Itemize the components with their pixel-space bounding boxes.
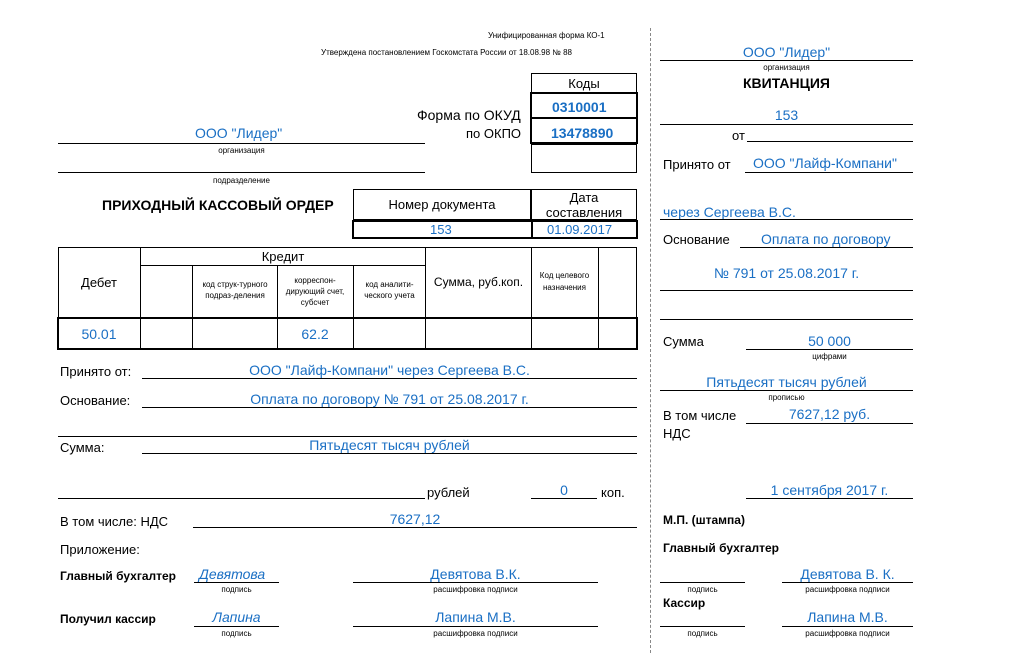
chief-sign: Девятова <box>199 566 266 582</box>
cut-line <box>650 28 651 653</box>
doc-number: 153 <box>430 222 452 237</box>
purpose-header: Код целевого назначения <box>539 271 590 292</box>
form-name: Унифицированная форма КО-1 <box>488 31 605 40</box>
okud-value: 0310001 <box>552 99 607 115</box>
receipt-received-value: ООО "Лайф-Компани" <box>753 155 897 171</box>
receipt-incl-value: 7627,12 руб. <box>788 406 871 422</box>
kop-label: коп. <box>601 485 625 500</box>
receipt-incl-label: В том числе <box>663 408 737 423</box>
left-organization-value: ООО "Лидер" <box>195 125 283 141</box>
receipt-from-label: от <box>732 128 745 143</box>
vat-label: В том числе: НДС <box>60 514 169 529</box>
receipt-cashier-sign-caption: подпись <box>687 629 718 638</box>
receipt-sum-label: Сумма <box>663 334 704 349</box>
approval-note: Утверждена постановлением Госкомстата России от 18.08.98 № 88 <box>321 48 572 57</box>
receipt-basis-value: Оплата по договору <box>761 231 891 247</box>
cashier-sign: Лапина <box>212 609 261 625</box>
corr-value: 62.2 <box>301 325 329 342</box>
digits-caption: цифрами <box>812 352 847 361</box>
receipt-date: 1 сентября 2017 г. <box>770 482 889 498</box>
cashier-name: Лапина М.В. <box>435 609 516 625</box>
cashier-sign-caption: подпись <box>221 629 252 638</box>
basis-value: Оплата по договору № 791 от 25.08.2017 г. <box>250 391 529 407</box>
cashier-decode-caption: расшифровка подписи <box>433 629 518 638</box>
okpo-label: по ОКПО <box>466 126 522 141</box>
sum-label: Сумма: <box>60 440 105 455</box>
stamp-label: М.П. (штампа) <box>663 513 745 527</box>
doc-date-label: Дата составления <box>545 189 623 220</box>
right-organization-caption: организация <box>763 63 810 72</box>
chief-label: Главный бухгалтер <box>60 569 177 583</box>
okpo-value: 13478890 <box>551 125 614 141</box>
rub-label: рублей <box>427 485 470 500</box>
order-title: ПРИХОДНЫЙ КАССОВЫЙ ОРДЕР <box>102 197 334 213</box>
debit-header: Дебет <box>81 274 117 290</box>
doc-date: 01.09.2017 <box>547 222 613 237</box>
doc-number-label: Номер документа <box>388 197 496 212</box>
left-organization-caption: организация <box>218 146 265 155</box>
receipt-number: 153 <box>774 107 799 123</box>
receipt-vat-label: НДС <box>663 426 691 441</box>
basis-label: Основание: <box>60 393 131 408</box>
receipt-chief-name: Девятова В. К. <box>800 566 895 582</box>
credit-col-corr: корреспон-дирующий счет, субсчет <box>285 275 345 307</box>
chief-decode-caption: расшифровка подписи <box>433 585 518 594</box>
cashier-label: Получил кассир <box>60 612 156 626</box>
receipt-basis-label: Основание <box>663 232 730 247</box>
debit-value: 50.01 <box>81 325 117 342</box>
vat-value: 7627,12 <box>389 511 441 527</box>
division-caption: подразделение <box>213 176 270 185</box>
received-from-label: Принято от: <box>60 364 132 379</box>
receipt-chief-sign-caption: подпись <box>687 585 718 594</box>
received-from-value: ООО "Лайф-Компани" через Сергеева В.С. <box>249 362 530 378</box>
credit-header: Кредит <box>261 248 305 264</box>
chief-name: Девятова В.К. <box>430 566 521 582</box>
receipt-chief-label: Главный бухгалтер <box>663 541 780 555</box>
kop-value: 0 <box>560 482 568 498</box>
right-organization-value: ООО "Лидер" <box>742 44 831 60</box>
credit-col-division: код струк-турного подраз-деления <box>202 280 268 300</box>
words-caption: прописью <box>768 393 805 402</box>
receipt-received-label: Принято от <box>663 157 731 172</box>
receipt-chief-decode-caption: расшифровка подписи <box>805 585 890 594</box>
receipt-through-value: через Сергеева В.С. <box>663 204 796 220</box>
okud-label: Форма по ОКУД <box>417 107 521 123</box>
receipt-cashier-label: Кассир <box>663 596 706 610</box>
sum-header: Сумма, руб.коп. <box>433 275 524 289</box>
receipt-sum-words: Пятьдесят тысяч рублей <box>706 374 867 390</box>
receipt-sum-digits: 50 000 <box>808 333 851 349</box>
receipt-basis-value2: № 791 от 25.08.2017 г. <box>713 265 860 281</box>
chief-sign-caption: подпись <box>221 585 252 594</box>
sum-words: Пятьдесят тысяч рублей <box>309 437 470 453</box>
receipt-cashier-decode-caption: расшифровка подписи <box>805 629 890 638</box>
receipt-cashier-name: Лапина М.В. <box>807 609 888 625</box>
codes-header: Коды <box>531 73 637 93</box>
receipt-title: КВИТАНЦИЯ <box>743 75 830 91</box>
credit-col-analytics: код аналити-ческого учета <box>364 280 415 300</box>
attachment-label: Приложение: <box>60 542 140 557</box>
